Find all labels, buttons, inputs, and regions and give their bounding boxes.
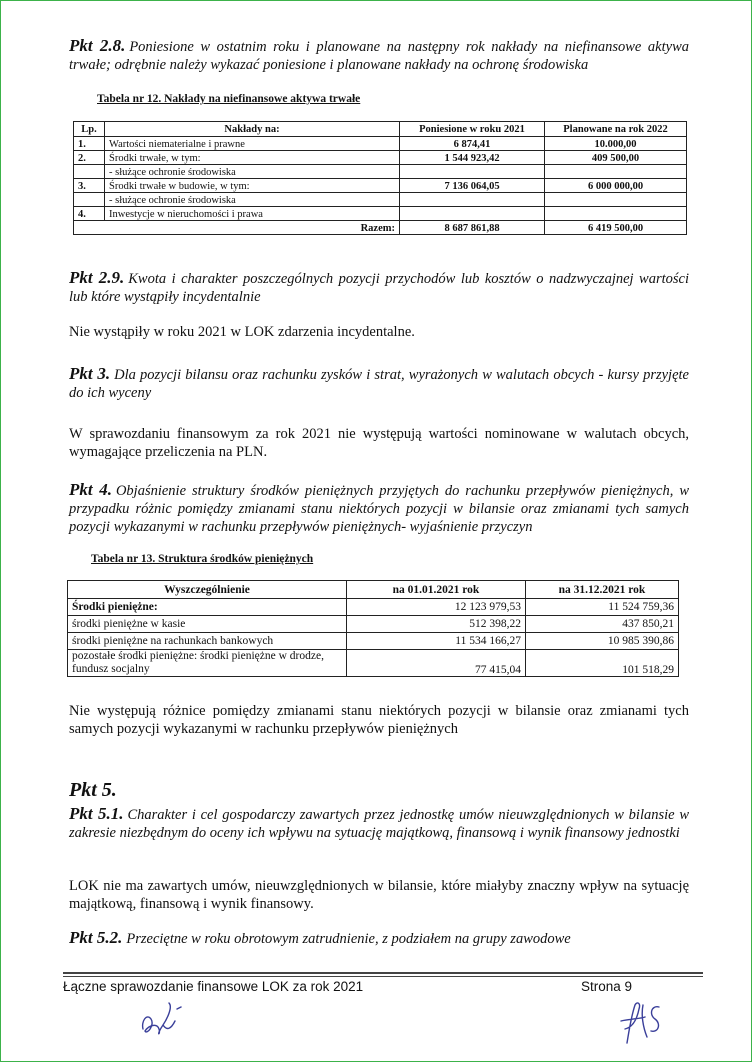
table-13-caption: Tabela nr 13. Struktura środków pieniężnych	[91, 553, 314, 565]
cell-lp	[74, 193, 105, 207]
section-5-1-body: LOK nie ma zawartych umów, nieuwzględnionych w bilansie, które miałyby znaczny wpływ na sytuację majątkową, finansową i wynik finansowy.	[69, 878, 689, 912]
column-header: na 01.01.2021 rok	[347, 581, 526, 599]
section-title: Charakter i cel gospodarczy zawartych przez jednostkę umów nieuwzględnionych w bilansie w zakresie niezbędnym do oceny ich wpływu na sytuację majątkową, finansową i wynik finansowy jednostki	[69, 807, 689, 841]
column-header: Lp.	[74, 122, 105, 137]
section-3-body: W sprawozdaniu finansowym za rok 2021 nie występują wartości nominowane w walutach obcych, wymagające przeliczenia na PLN.	[69, 426, 689, 460]
total-2022: 6 419 500,00	[545, 221, 687, 235]
cell-2021	[400, 165, 545, 179]
cell-name: Środki pieniężne:	[68, 599, 347, 616]
section-4-body: Nie występują różnice pomiędzy zmianami stanu niektórych pozycji w bilansie oraz zmianami tych samych pozycji wykazanymi w rachunku przepływów pieniężnych	[69, 703, 689, 737]
cell-name: Środki trwałe w budowie, w tym:	[105, 179, 400, 193]
table-row	[74, 179, 687, 193]
section-number: Pkt 4.	[69, 480, 112, 499]
cell-end: 10 985 390,86	[526, 633, 679, 650]
footer-title: Łączne sprawozdanie finansowe LOK za rok 2021	[63, 979, 364, 994]
section-title: Objaśnienie struktury środków pieniężnych przyjętych do rachunku przepływów pieniężnych, w przypadku różnic pomiędzy zmianami stanu niektórych pozycji w bilansie oraz zmianami tych samych pozycji wykazanymi w rachunku przepływów pieniężnych- wyjaśnienie przyczyn	[69, 483, 689, 535]
column-header: Poniesione w roku 2021	[400, 122, 545, 137]
section-5-2-heading	[69, 929, 689, 948]
cell-2022	[545, 207, 687, 221]
cell-end: 101 518,29	[526, 650, 679, 677]
cell-start: 512 398,22	[347, 616, 526, 633]
cell-2022: 409 500,00	[545, 151, 687, 165]
table-13	[67, 580, 679, 677]
cell-start: 12 123 979,53	[347, 599, 526, 616]
cell-lp	[74, 165, 105, 179]
cell-2022: 10.000,00	[545, 137, 687, 151]
cell-name: Inwestycje w nieruchomości i prawa	[105, 207, 400, 221]
cell-name: środki pieniężne w kasie	[68, 616, 347, 633]
total-label: Razem:	[74, 221, 400, 235]
cell-start: 77 415,04	[347, 650, 526, 677]
cell-start: 11 534 166,27	[347, 633, 526, 650]
table-12	[73, 121, 687, 235]
table-12-caption: Tabela nr 12. Nakłady na niefinansowe aktywa trwałe	[97, 93, 361, 105]
cell-lp: 1.	[74, 137, 105, 151]
section-title: Dla pozycji bilansu oraz rachunku zysków i strat, wyrażonych w walutach obcych - kursy przyjęte do ich wyceny	[69, 367, 689, 401]
section-title: Przeciętne w roku obrotowym zatrudnienie, z podziałem na grupy zawodowe	[126, 931, 571, 947]
cell-lp: 3.	[74, 179, 105, 193]
section-3-heading	[69, 365, 689, 402]
cell-name: Wartości niematerialne i prawne	[105, 137, 400, 151]
section-number: Pkt 2.8.	[69, 36, 126, 55]
section-number: Pkt 2.9.	[69, 268, 125, 287]
section-number: Pkt 5.2.	[69, 928, 123, 947]
cell-2022	[545, 193, 687, 207]
section-2-9-heading	[69, 269, 689, 306]
column-header: Wyszczególnienie	[68, 581, 347, 599]
table-row	[74, 151, 687, 165]
cell-lp: 4.	[74, 207, 105, 221]
cell-2021	[400, 207, 545, 221]
cell-2021	[400, 193, 545, 207]
table-row	[68, 633, 679, 650]
footer-divider	[63, 976, 703, 977]
table-row	[68, 650, 679, 677]
footer-divider	[63, 972, 703, 974]
cell-2021: 7 136 064,05	[400, 179, 545, 193]
table-row	[68, 616, 679, 633]
table-header-row	[74, 122, 687, 137]
cell-name: Środki trwałe, w tym:	[105, 151, 400, 165]
table-row	[74, 207, 687, 221]
table-header-row	[68, 581, 679, 599]
cell-2022: 6 000 000,00	[545, 179, 687, 193]
table-row	[68, 599, 679, 616]
cell-name: środki pieniężne na rachunkach bankowych	[68, 633, 347, 650]
total-2021: 8 687 861,88	[400, 221, 545, 235]
cell-2021: 6 874,41	[400, 137, 545, 151]
cell-2021: 1 544 923,42	[400, 151, 545, 165]
column-header: na 31.12.2021 rok	[526, 581, 679, 599]
page-number: Strona 9	[581, 979, 633, 994]
cell-name: - służące ochronie środowiska	[105, 165, 400, 179]
cell-2022	[545, 165, 687, 179]
section-number: Pkt 3.	[69, 364, 111, 383]
section-2-9-body: Nie wystąpiły w roku 2021 w LOK zdarzenia incydentalne.	[69, 324, 415, 340]
table-total-row	[74, 221, 687, 235]
section-title: Poniesione w ostatnim roku i planowane na następny rok nakłady na niefinansowe aktywa trwałe; odrębnie należy wykazać poniesione i planowane nakłady na ochronę środowiska	[69, 39, 689, 73]
signature-right	[613, 997, 667, 1049]
cell-name: - służące ochronie środowiska	[105, 193, 400, 207]
section-4-heading	[69, 481, 689, 536]
signature-left	[133, 995, 193, 1045]
column-header: Nakłady na:	[105, 122, 400, 137]
table-row	[74, 137, 687, 151]
section-2-8-heading	[69, 37, 689, 74]
cell-end: 11 524 759,36	[526, 599, 679, 616]
cell-name: pozostałe środki pieniężne: środki pieniężne w drodze, fundusz socjalny	[68, 650, 347, 677]
section-title: Kwota i charakter poszczególnych pozycji przychodów lub kosztów o nadzwyczajnej wartości lub które wystąpiły incydentalnie	[69, 271, 690, 305]
section-5-title: Pkt 5.	[69, 779, 117, 801]
cell-lp: 2.	[74, 151, 105, 165]
section-5-1-heading	[69, 805, 689, 842]
table-row	[74, 165, 687, 179]
column-header: Planowane na rok 2022	[545, 122, 687, 137]
cell-end: 437 850,21	[526, 616, 679, 633]
table-row	[74, 193, 687, 207]
section-number: Pkt 5.1.	[69, 804, 124, 823]
